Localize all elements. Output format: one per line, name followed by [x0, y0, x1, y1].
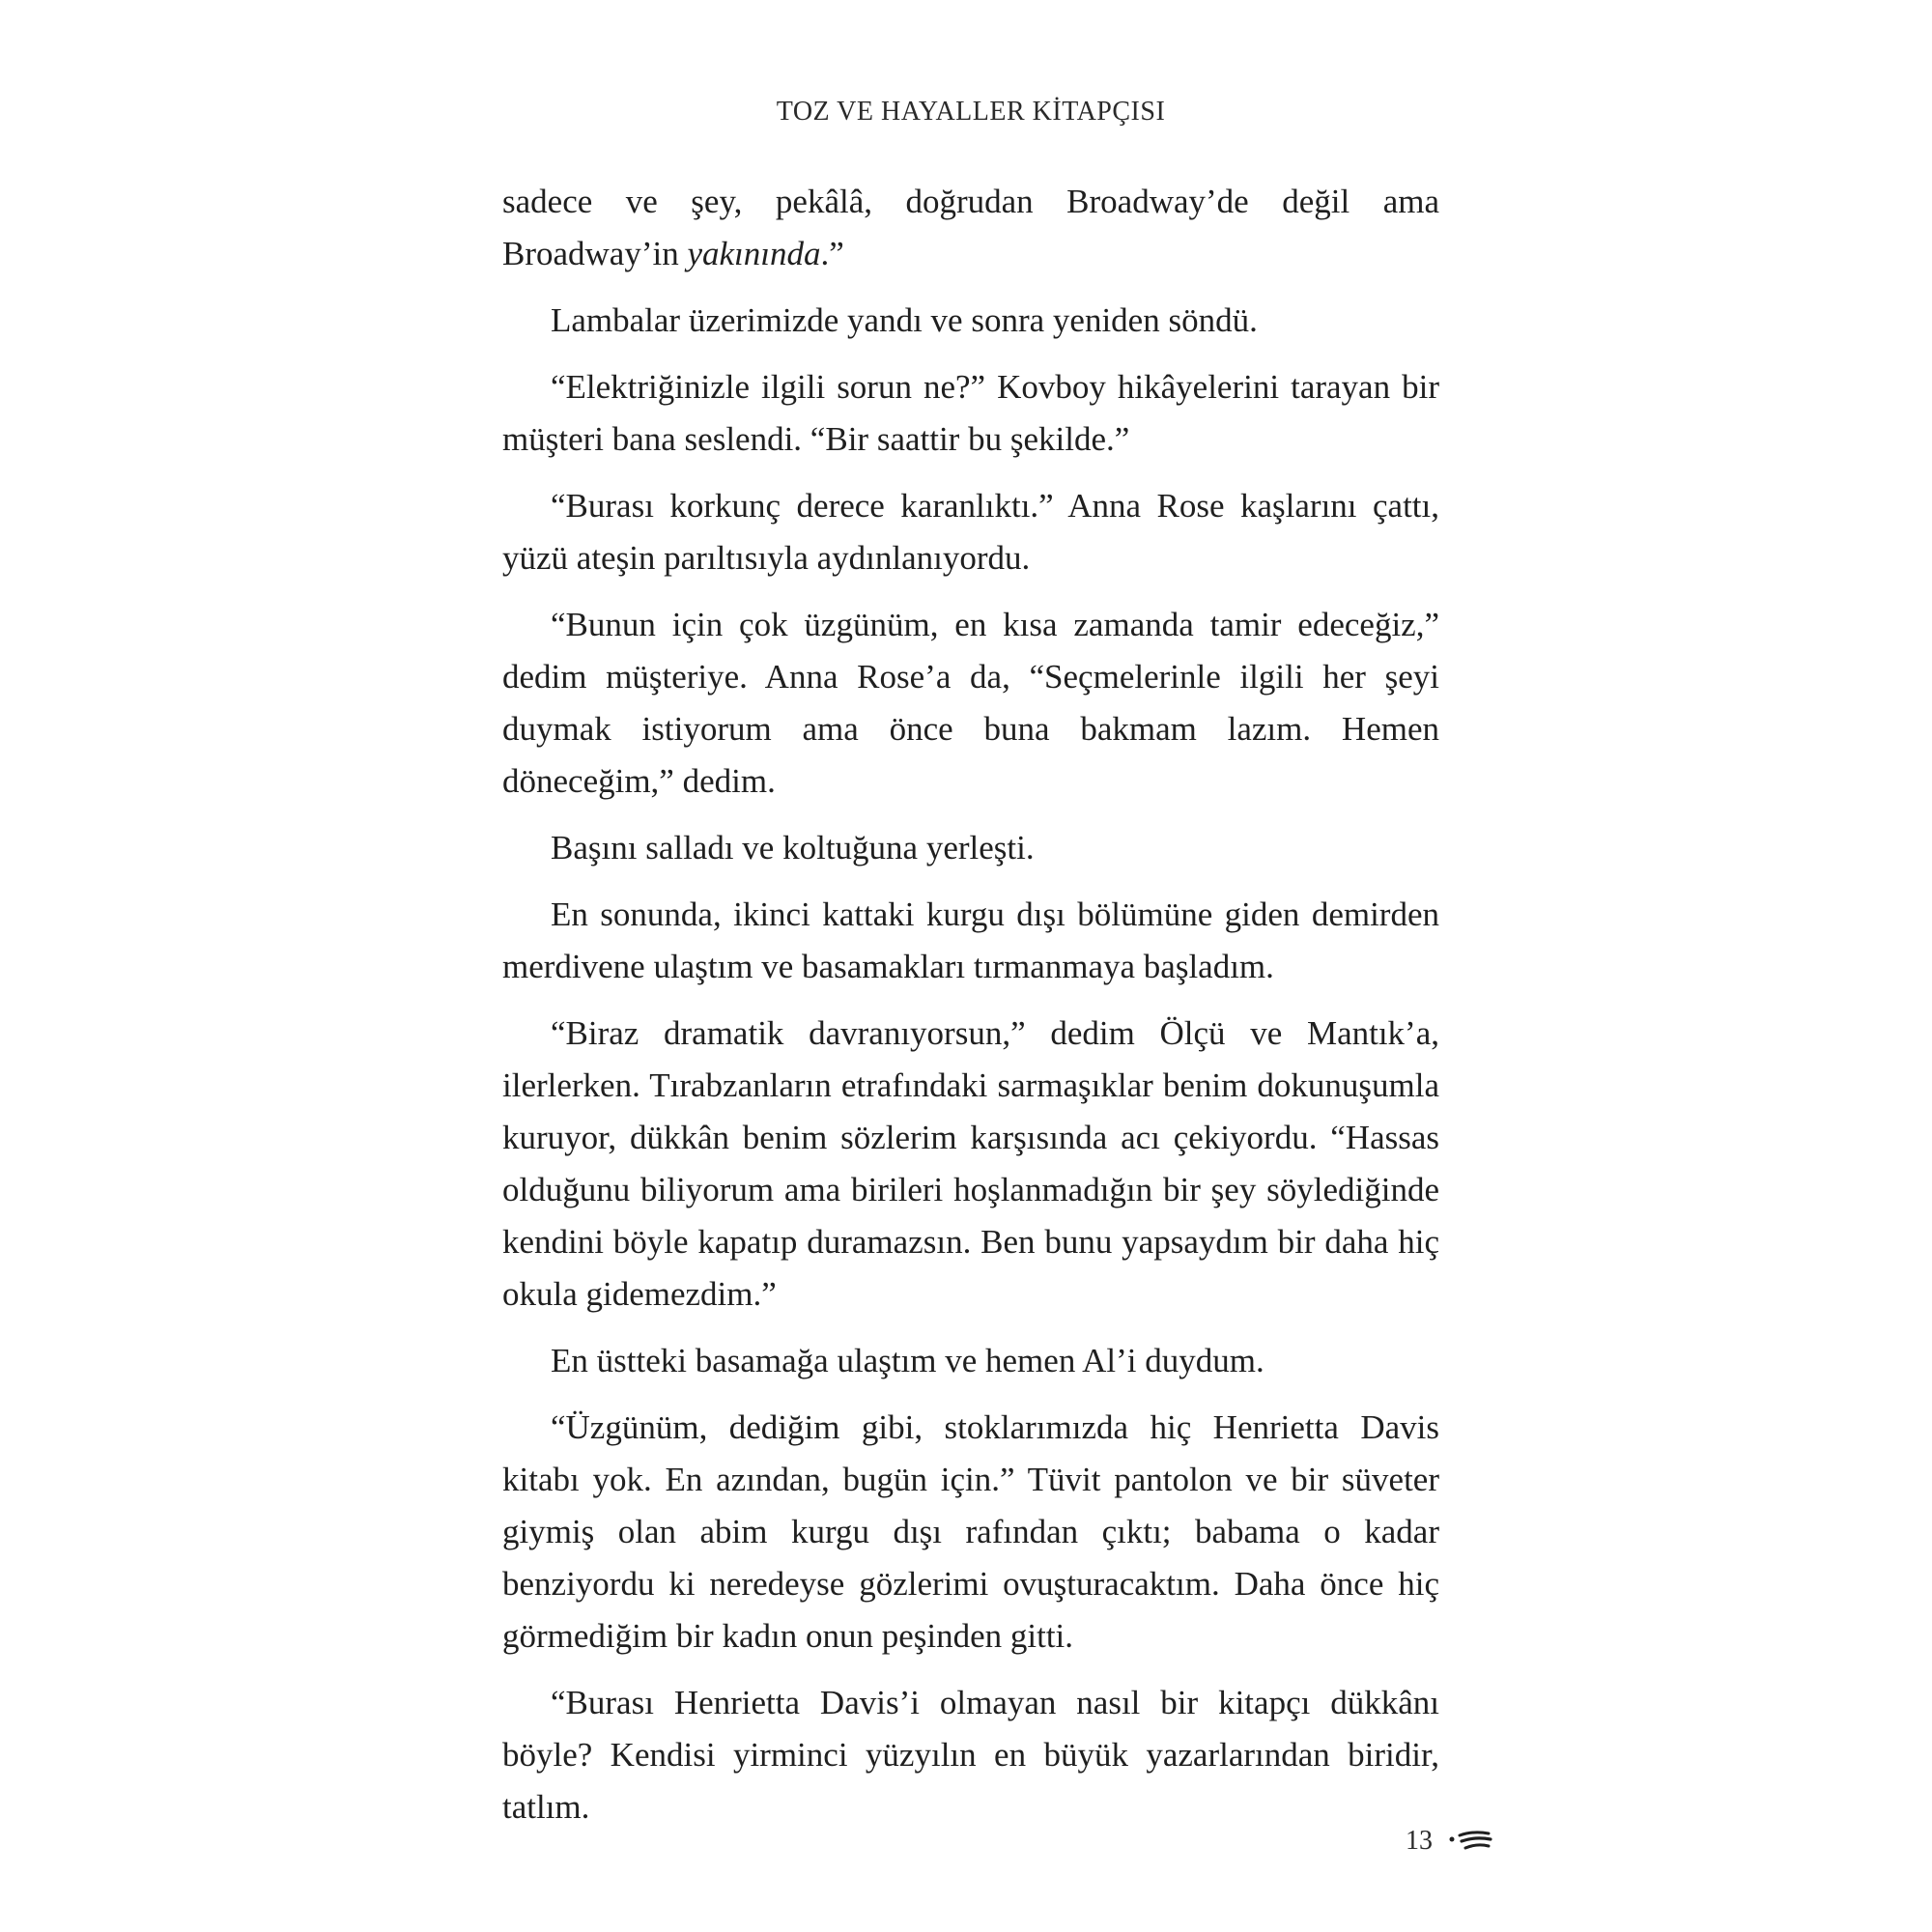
- paragraph: “Burası korkunç derece karanlıktı.” Anna Rose kaşlarını çattı, yüzü ateşin parıltısıyla aydınlanıyordu.: [502, 487, 1439, 577]
- paragraph: En sonunda, ikinci kattaki kurgu dışı bölümüne giden demirden merdivene ulaştım ve basamakları tırmanmaya başladım.: [502, 895, 1439, 985]
- paragraph: “Burası Henrietta Davis’i olmayan nasıl bir kitapçı dükkânı böyle? Kendisi yirminci yüzyılın en büyük yazarlarından biridir, tatlım.: [502, 1684, 1439, 1826]
- running-header: TOZ VE HAYALLER KİTAPÇISI: [776, 97, 1166, 127]
- feather-ornament-icon: [1448, 1829, 1492, 1854]
- paragraph: Başını salladı ve koltuğuna yerleşti.: [551, 829, 1035, 867]
- paragraph-end: .”: [820, 235, 844, 272]
- page-footer: [1406, 1826, 1492, 1857]
- paragraph-text: sadece ve şey, pekâlâ, doğrudan Broadway’de değil ama Broadway’in: [502, 183, 1439, 272]
- paragraph: “Üzgünüm, dediğim gibi, stoklarımızda hiç Henrietta Davis kitabı yok. En azından, bugün için.” Tüvit pantolon ve bir süveter giymiş olan abim kurgu dışı rafından çıktı; babama o kadar benziyordu ki neredeyse gözlerimi ovuşturacaktım. Daha önce hiç görmediğim bir kadın onun peşinden gitti.: [502, 1408, 1439, 1655]
- paragraph: “Bunun için çok üzgünüm, en kısa zamanda tamir edeceğiz,” dedim müşteriye. Anna Rose’a da, “Seçmelerinle ilgili her şeyi duymak istiyorum ama önce buna bakmam lazım. Hemen döneceğim,” dedim.: [502, 606, 1439, 800]
- paragraph: “Biraz dramatik davranıyorsun,” dedim Ölçü ve Mantık’a, ilerlerken. Tırabzanların etrafındaki sarmaşıklar benim dokunuşumla kuruyor, dükkân benim sözlerim karşısında acı çekiyordu. “Hassas olduğunu biliyorum ama birileri hoşlanmadığın bir şey söylediğinde kendini böyle kapatıp duramazsın. Ben bunu yapsaydım bir daha hiç okula gidemezdim.”: [502, 1014, 1439, 1313]
- body-text: [502, 176, 1439, 1848]
- paragraph: “Elektriğinizle ilgili sorun ne?” Kovboy hikâyelerini tarayan bir müşteri bana seslendi. “Bir saattir bu şekilde.”: [502, 368, 1439, 458]
- paragraph: Lambalar üzerimizde yandı ve sonra yeniden söndü.: [551, 301, 1258, 339]
- italic-word: yakınında: [687, 235, 821, 272]
- page-number: 13: [1406, 1826, 1433, 1856]
- paragraph: En üstteki basamağa ulaştım ve hemen Al’i duydum.: [551, 1342, 1264, 1379]
- paragraph-continued: [502, 176, 1439, 280]
